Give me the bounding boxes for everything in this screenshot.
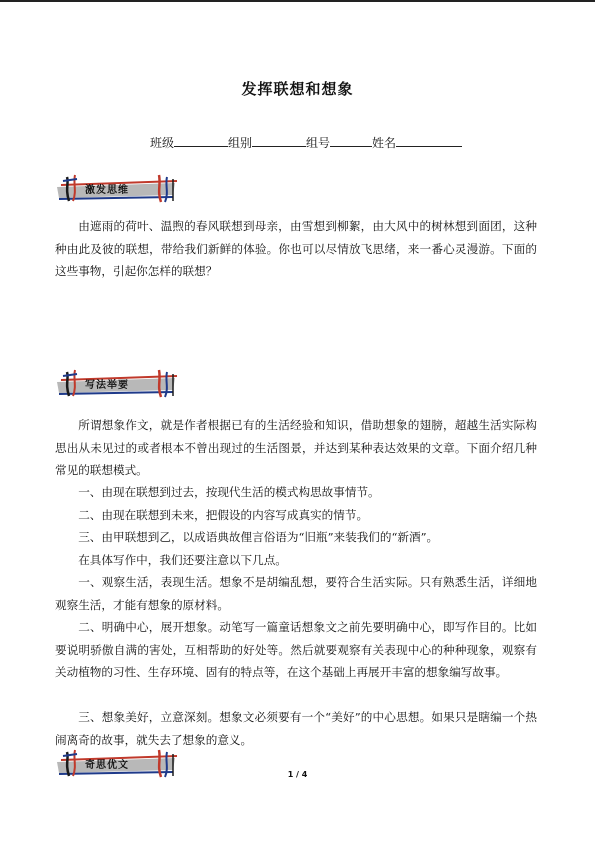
paragraph-notes-intro: 在具体写作中，我们还要注意以下几点。 [78, 553, 287, 567]
page-number: 1 / 4 [287, 770, 308, 779]
student-info-line [150, 133, 462, 151]
class-blank[interactable] [174, 133, 228, 147]
paragraph-mode-1: 一、由现在联想到过去，按现代生活的模式构思故事情节。 [78, 485, 380, 499]
section-title: 激发思维 [85, 185, 129, 196]
paragraph-mode-3: 三、由甲联想到乙，以成语典故俚言俗语为“旧瓶”来装我们的“新酒”。 [78, 530, 439, 544]
paragraph-intro: 由遮雨的荷叶、温煦的春风联想到母亲，由雪想到柳絮，由大风中的树林想到面团，这种种由此及彼的联想，带给我们新鲜的体验。你也可以尽情放飞思绪，来一番心灵漫游。下面的这些事物，引起你怎样的联想？ [55, 219, 537, 278]
section-banner-methods [55, 368, 185, 398]
number-blank[interactable] [330, 133, 372, 147]
class-label: 班级 [150, 136, 175, 150]
paragraph-definition: 所谓想象作文，就是作者根据已有的生活经验和知识，借助想象的翅膀，超越生活实际构思出从未见过的或者根本不曾出现过的生活图景，并达到某种表达效果的文章。下面介绍几种常见的联想模式。 [55, 418, 537, 477]
group-label: 组别 [228, 136, 253, 150]
paragraph-note-1: 一、观察生活，表现生活。想象不是胡编乱想，要符合生活实际。只有熟悉生活，详细地观察生活，才能有想象的原材料。 [55, 575, 537, 612]
section-title: 写法举要 [85, 380, 129, 391]
group-blank[interactable] [252, 133, 306, 147]
number-label: 组号 [306, 136, 331, 150]
paragraph-note-3: 三、想象美好，立意深刻。想象文必须要有一个“美好”的中心思想。如果只是瞎编一个热闹离奇的故事，就失去了想象的意义。 [55, 710, 537, 747]
page-title: 发挥联想和想象 [241, 80, 354, 98]
top-rule [0, 0, 595, 2]
paragraph-note-2: 二、明确中心，展开想象。动笔写一篇童话想象文之前先要明确中心，即写作目的。比如要说明骄傲自满的害处，互相帮助的好处等。然后就要观察有关表现中心的种种现象，观察有关动植物的习性、生存环境、固有的特点等，在这个基础上再展开丰富的想象编写故事。 [55, 620, 537, 679]
paragraph-mode-2: 二、由现在联想到未来，把假设的内容写成真实的情节。 [78, 508, 369, 522]
section-banner-thinking [55, 173, 185, 203]
name-blank[interactable] [396, 133, 462, 147]
section-title: 奇思优文 [85, 760, 129, 771]
name-label: 姓名 [372, 136, 397, 150]
